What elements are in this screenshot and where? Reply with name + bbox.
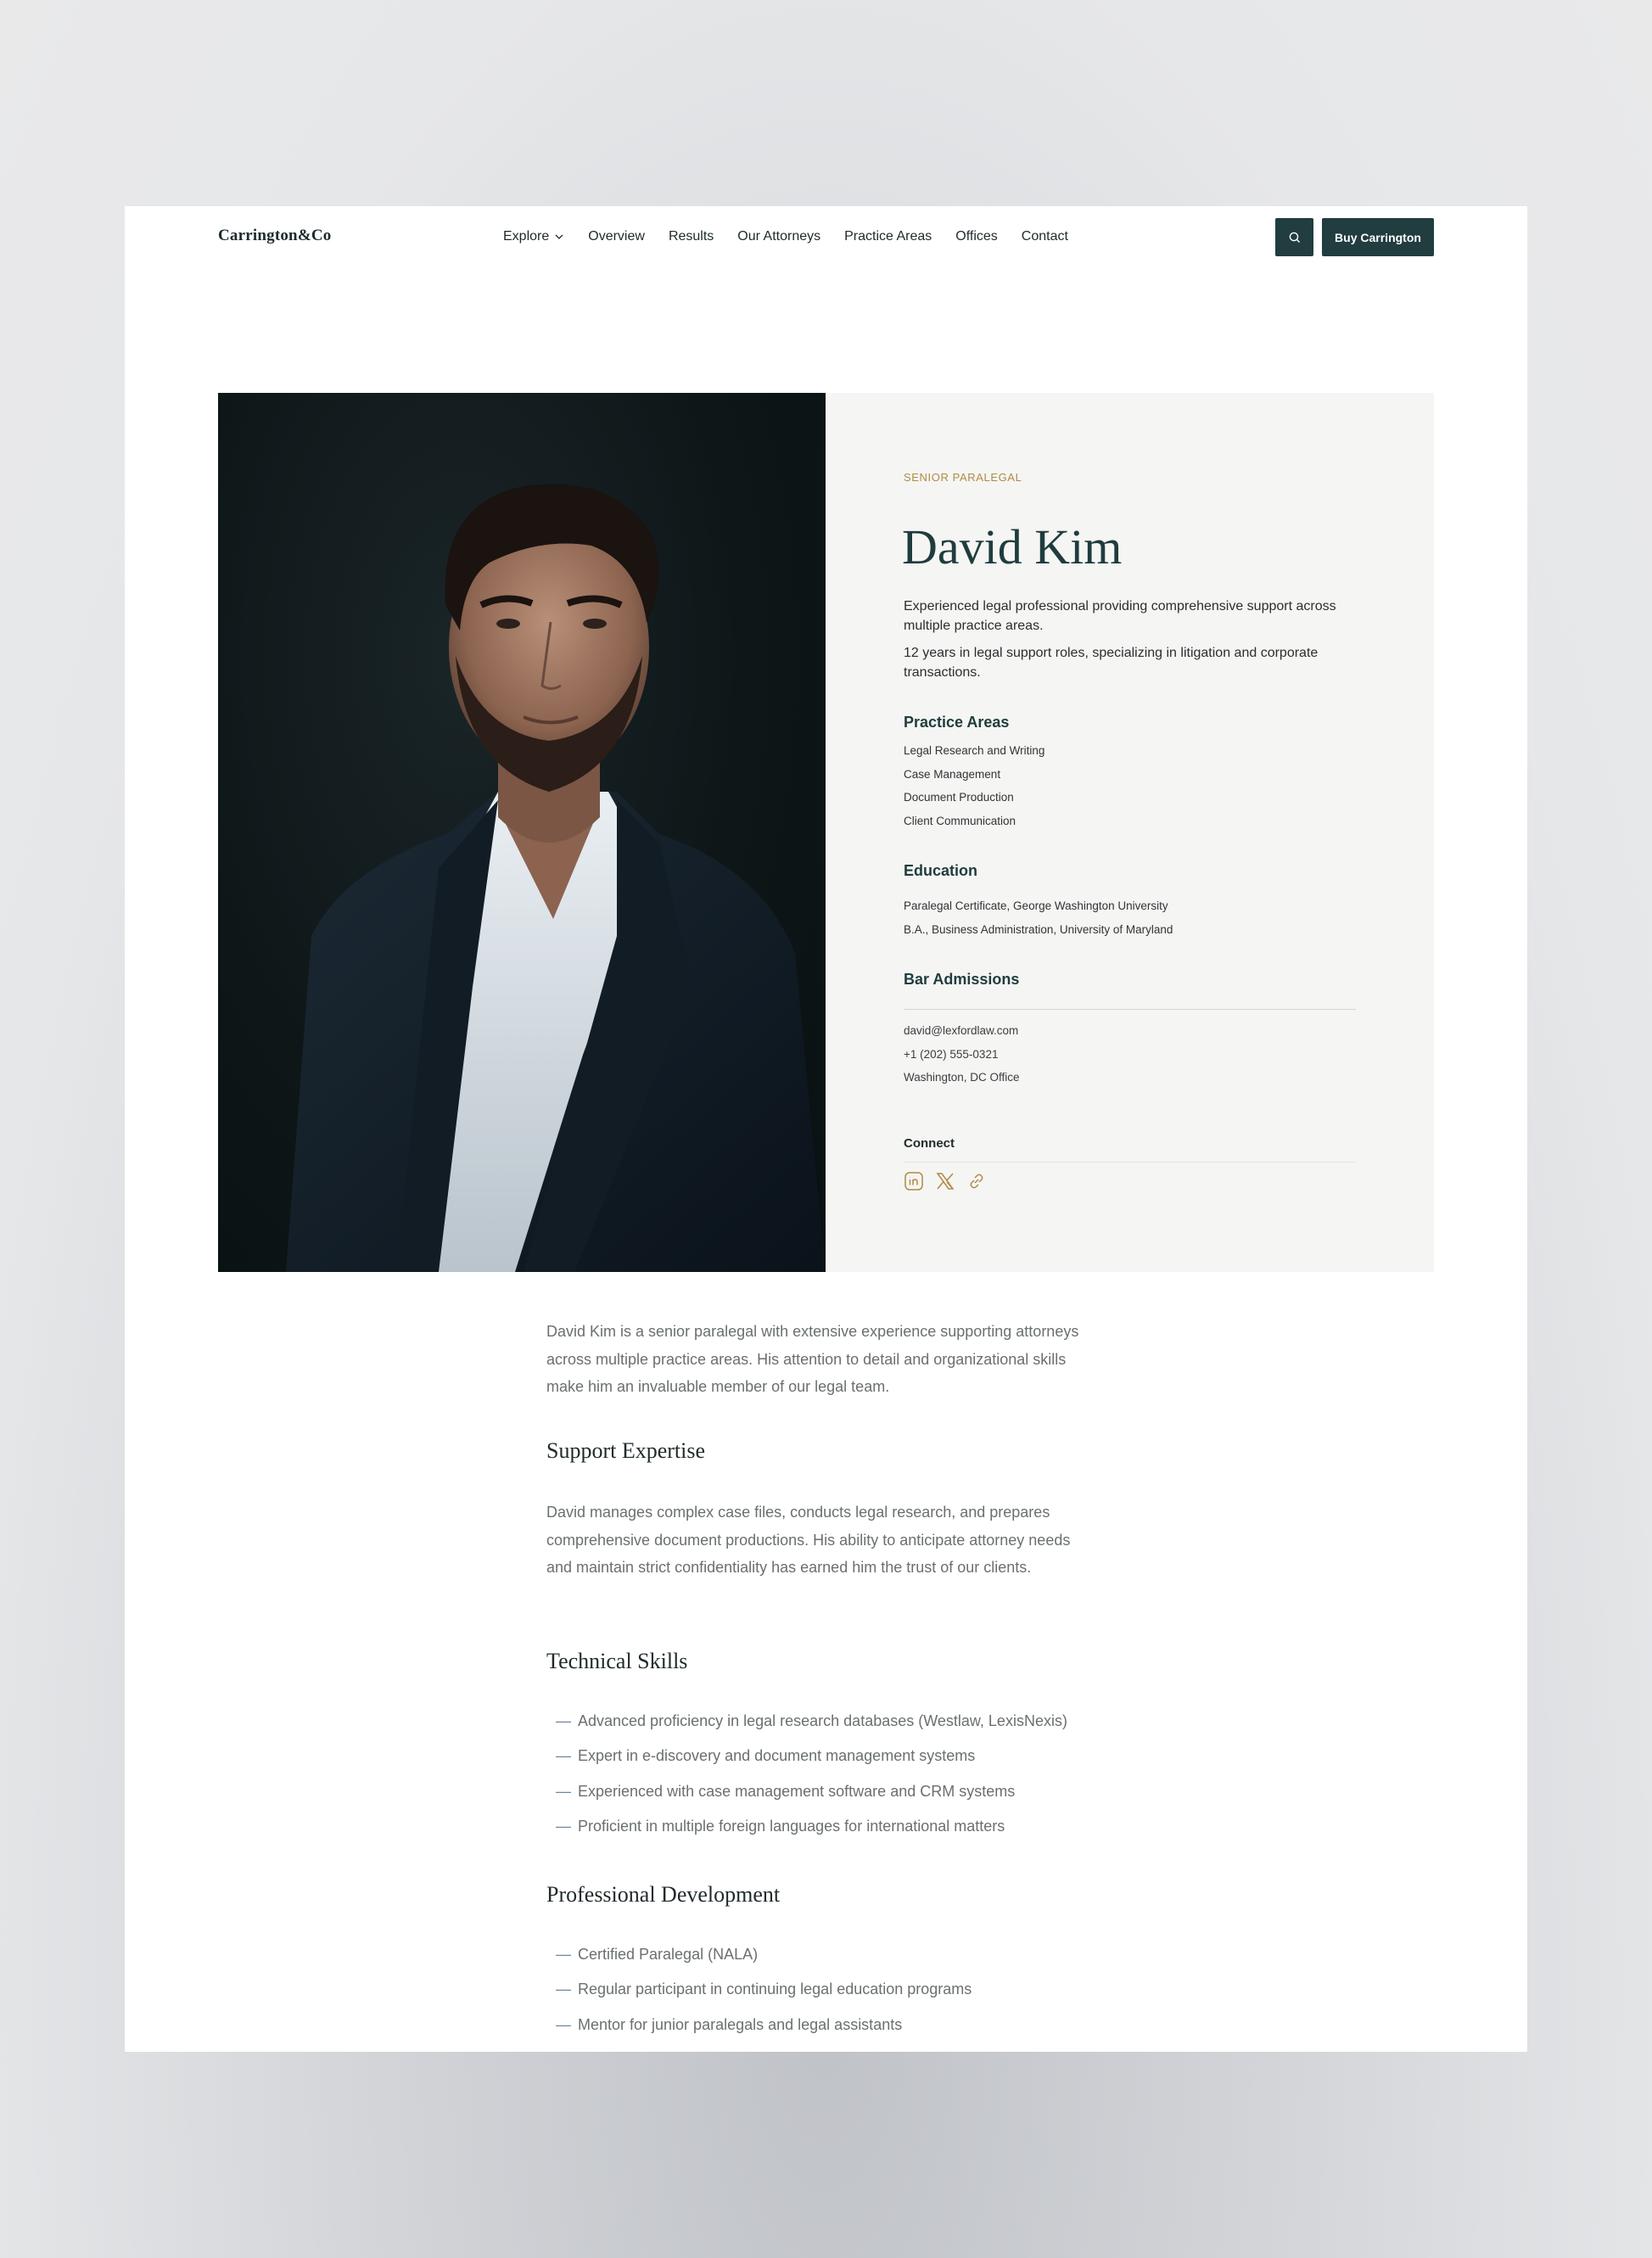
- nav-practice-areas[interactable]: Practice Areas: [844, 229, 932, 244]
- profile-info-panel: [826, 393, 1434, 1272]
- support-paragraph: David manages complex case files, conducts legal research, and prepares comprehensive document productions. His ability to anticipate attorney needs and maintain strict confidentiality has earned him the trust of our clients.: [546, 1504, 1071, 1576]
- office-location: Washington, DC Office: [904, 1071, 1020, 1084]
- nav-results[interactable]: Results: [668, 229, 714, 244]
- practice-area-item: Client Communication: [904, 814, 1016, 827]
- nav-contact[interactable]: Contact: [1021, 229, 1068, 244]
- connect-title: Connect: [904, 1136, 955, 1151]
- nav-explore[interactable]: [503, 229, 564, 244]
- profile-hero: [218, 393, 1434, 1272]
- contact-details: [904, 1019, 1020, 1090]
- summary-line: Experienced legal professional providing comprehensive support across multiple practice areas.: [904, 599, 1336, 633]
- role-label: SENIOR PARALEGAL: [904, 471, 1022, 484]
- linkedin-icon[interactable]: [904, 1171, 924, 1191]
- practice-area-item: Document Production: [904, 791, 1014, 804]
- education-item: Paralegal Certificate, George Washington University: [904, 899, 1168, 912]
- summary-line: 12 years in legal support roles, specializing in litigation and corporate transactions.: [904, 646, 1319, 680]
- nav-offices[interactable]: Offices: [955, 229, 998, 244]
- practice-areas-list: [904, 739, 1044, 832]
- list-item: — Mentor for junior paralegals and legal assistants: [556, 2015, 903, 2033]
- nav-explore-label: Explore: [503, 229, 550, 244]
- support-expertise-heading: Support Expertise: [546, 1438, 706, 1463]
- divider: [904, 1009, 1356, 1010]
- phone-link[interactable]: +1 (202) 555-0321: [904, 1047, 999, 1061]
- x-icon[interactable]: [935, 1171, 955, 1191]
- list-item: — Proficient in multiple foreign languages for international matters: [556, 1817, 1005, 1835]
- skills-list: [556, 1704, 1067, 1844]
- list-item: — Experienced with case management software and CRM systems: [556, 1782, 1016, 1800]
- nav-overview[interactable]: Overview: [588, 229, 645, 244]
- education-title: Education: [904, 862, 978, 879]
- education-item: B.A., Business Administration, University of Maryland: [904, 922, 1173, 936]
- list-item: — Expert in e-discovery and document management systems: [556, 1747, 976, 1765]
- list-item: — Advanced proficiency in legal research databases (Westlaw, LexisNexis): [556, 1712, 1067, 1729]
- page: [125, 206, 1527, 2052]
- search-button[interactable]: [1275, 218, 1313, 256]
- technical-skills-heading: Technical Skills: [546, 1649, 688, 1673]
- bar-admissions-title: Bar Admissions: [904, 971, 1020, 988]
- intro-paragraph: David Kim is a senior paralegal with extensive experience supporting attorneys across multiple practice areas. His attention to detail and organizational skills make him an invaluable member of our legal team.: [546, 1323, 1079, 1395]
- divider: [904, 1162, 1356, 1163]
- list-item: — Regular participant in continuing legal education programs: [556, 1981, 972, 1998]
- portrait-illustration: [218, 393, 826, 1272]
- site-header: [125, 206, 1527, 267]
- link-icon[interactable]: [966, 1171, 987, 1191]
- practice-area-item: Legal Research and Writing: [904, 744, 1045, 757]
- search-icon: [1288, 231, 1302, 244]
- nav-our-attorneys[interactable]: Our Attorneys: [737, 229, 821, 244]
- profile-name: David Kim: [902, 519, 1123, 574]
- buy-carrington-button[interactable]: Buy Carrington: [1322, 218, 1434, 256]
- profile-summary: [904, 597, 1370, 690]
- professional-development-heading: Professional Development: [546, 1882, 781, 1907]
- practice-area-item: Case Management: [904, 767, 1001, 781]
- email-link[interactable]: david@lexfordlaw.com: [904, 1024, 1019, 1037]
- education-list: [904, 894, 1173, 941]
- portrait-photo: [218, 393, 826, 1272]
- main-nav: [503, 229, 1068, 244]
- social-links: [904, 1171, 987, 1191]
- practice-areas-title: Practice Areas: [904, 714, 1010, 731]
- development-list: [556, 1937, 972, 2042]
- logo[interactable]: Carrington&Co: [218, 227, 332, 244]
- list-item: — Certified Paralegal (NALA): [556, 1946, 759, 1963]
- chevron-down-icon: [554, 232, 564, 242]
